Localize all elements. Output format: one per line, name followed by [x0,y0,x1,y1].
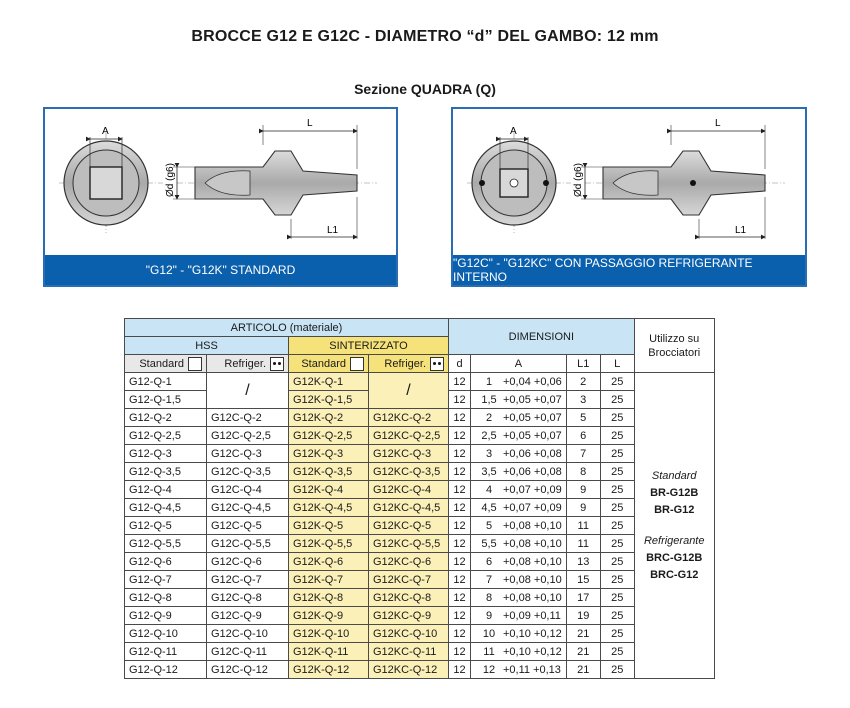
sint-header: SINTERIZZATO [289,337,449,355]
dim-a-tolerance: +0,04 +0,06 [503,375,562,388]
table-row [125,553,715,571]
hss-standard-code: G12-Q-5 [125,517,207,535]
dim-l1: 17 [566,589,600,607]
dim-a-value: 6 [485,555,493,568]
col-d-header: d [449,355,471,373]
hss-refriger-code: G12C-Q-10 [207,625,289,643]
table-row [125,535,715,553]
sint-standard-code: G12K-Q-9 [289,607,369,625]
dim-l1: 6 [566,427,600,445]
hss-refriger-code: G12C-Q-8 [207,589,289,607]
sint-refriger-code: G12KC-Q-9 [369,607,449,625]
dim-d: 12 [449,661,471,679]
articolo-header: ARTICOLO (materiale) [125,319,449,337]
sint-refriger-code: G12KC-Q-12 [369,661,449,679]
label-A-standard: A [102,126,109,137]
dim-a-value: 8 [485,591,493,604]
table-row [125,373,715,391]
dim-a-value: 3 [485,447,493,460]
utilizzo-spacer [639,519,710,533]
sint-refriger-code: G12KC-Q-3,5 [369,463,449,481]
dim-l: 25 [600,643,634,661]
utilizzo-refrigerante-label: Refrigerante [643,534,705,547]
dim-a [471,589,567,607]
label-L-standard: L [307,118,313,129]
sint-standard-code: G12K-Q-10 [289,625,369,643]
dim-a [471,607,567,625]
dim-a-value: 4,5 [481,501,497,514]
dim-a-tolerance: +0,08 +0,10 [503,591,562,604]
caption-refrigerante: "G12C" - "G12KC" CON PASSAGGIO REFRIGERANTE INTERNO [453,255,805,285]
dim-l1: 15 [566,571,600,589]
hss-refriger-code: G12C-Q-5,5 [207,535,289,553]
hss-refriger-code: G12C-Q-4,5 [207,499,289,517]
col-l1-header: L1 [566,355,600,373]
utilizzo-standard-1: BR-G12B [650,486,699,499]
dim-a-tolerance: +0,09 +0,11 [503,609,561,622]
dim-l1: 3 [566,391,600,409]
sint-standard-code: G12K-Q-2 [289,409,369,427]
dim-d: 12 [449,517,471,535]
utilizzo-refrigerante-2: BRC-G12 [650,568,699,581]
dim-l1: 7 [566,445,600,463]
dim-a-tolerance: +0,08 +0,10 [503,573,562,586]
dim-d: 12 [449,589,471,607]
sint-refriger-code: G12KC-Q-5 [369,517,449,535]
hss-standard-code: G12-Q-3,5 [125,463,207,481]
dim-a [471,391,567,409]
sint-standard-code: G12K-Q-11 [289,643,369,661]
section-subtitle: Sezione QUADRA (Q) [354,81,496,97]
spec-table [124,318,715,679]
label-d-standard: Ød (g6) [165,163,176,197]
dim-a [471,499,567,517]
hss-standard-code: G12-Q-2 [125,409,207,427]
hss-refriger-code: G12C-Q-2,5 [207,427,289,445]
sint-refriger-code: G12KC-Q-4 [369,481,449,499]
hss-standard-code: G12-Q-5,5 [125,535,207,553]
sint-refriger-header [369,355,449,373]
dim-a-value: 11 [483,645,495,658]
dim-a-value: 1,5 [481,393,497,406]
hss-refriger-code: G12C-Q-3 [207,445,289,463]
dim-l1: 5 [566,409,600,427]
dim-a-tolerance: +0,05 +0,07 [503,411,562,424]
hss-standard-header [125,355,207,373]
dim-a-tolerance: +0,06 +0,08 [503,465,562,478]
dim-l: 25 [600,571,634,589]
dim-a-tolerance: +0,11 +0,13 [503,663,561,676]
dim-d: 12 [449,427,471,445]
dim-l: 25 [600,409,634,427]
dim-l1: 8 [566,463,600,481]
dim-d: 12 [449,607,471,625]
dim-a [471,409,567,427]
sint-refriger-code: G12KC-Q-5,5 [369,535,449,553]
dim-a [471,427,567,445]
sint-refriger-code: G12KC-Q-7 [369,571,449,589]
dim-a-value: 4 [485,483,493,496]
sint-refriger-code: G12KC-Q-10 [369,625,449,643]
sint-standard-code: G12K-Q-5,5 [289,535,369,553]
dim-l1: 11 [566,517,600,535]
hss-refriger-na: / [207,373,289,409]
dim-l: 25 [600,427,634,445]
hss-refriger-label: Refriger. [224,357,266,370]
sint-standard-code: G12K-Q-2,5 [289,427,369,445]
table-row [125,445,715,463]
label-A-refrigerante: A [510,126,517,137]
dim-a-tolerance: +0,10 +0,12 [503,627,562,640]
sint-refriger-code: G12KC-Q-11 [369,643,449,661]
table-body [125,373,715,679]
page-title: BROCCE G12 E G12C - DIAMETRO “d” DEL GAMBO: 12 mm [191,28,659,45]
sint-standard-code: G12K-Q-1 [289,373,369,391]
utilizzo-standard-2: BR-G12 [654,503,695,516]
dim-a-value: 3,5 [481,465,497,478]
dim-l1: 2 [566,373,600,391]
dim-a [471,643,567,661]
sint-standard-code: G12K-Q-5 [289,517,369,535]
dim-a [471,535,567,553]
dim-l1: 19 [566,607,600,625]
utilizzo-cell [634,373,714,679]
dim-a-tolerance: +0,08 +0,10 [503,537,562,550]
sint-standard-label: Standard [301,357,346,370]
dim-l: 25 [600,517,634,535]
table-row [125,463,715,481]
dim-d: 12 [449,625,471,643]
dim-a-value: 1 [485,375,493,388]
dim-l: 25 [600,589,634,607]
sint-refriger-code: G12KC-Q-6 [369,553,449,571]
col-a-header: A [471,355,567,373]
dim-d: 12 [449,553,471,571]
dim-a-tolerance: +0,05 +0,07 [503,429,562,442]
hss-refriger-code: G12C-Q-12 [207,661,289,679]
solid-shank-icon [188,357,202,371]
dim-a [471,571,567,589]
hss-standard-code: G12-Q-9 [125,607,207,625]
dim-a [471,463,567,481]
table-row [125,499,715,517]
drawing-panel-standard [43,107,398,287]
hss-standard-code: G12-Q-1,5 [125,391,207,409]
sint-standard-code: G12K-Q-12 [289,661,369,679]
dim-l: 25 [600,499,634,517]
hss-standard-code: G12-Q-3 [125,445,207,463]
dim-d: 12 [449,535,471,553]
hss-standard-code: G12-Q-4 [125,481,207,499]
utilizzo-header-text: Utilizzo su Brocciatori [648,332,701,359]
dim-l: 25 [600,373,634,391]
dim-a-tolerance: +0,05 +0,07 [503,393,562,406]
dim-l: 25 [600,607,634,625]
dim-a-tolerance: +0,06 +0,08 [503,447,562,460]
dim-a [471,661,567,679]
dim-d: 12 [449,571,471,589]
table-row [125,607,715,625]
dim-l1: 11 [566,535,600,553]
dim-a-tolerance: +0,08 +0,10 [503,555,562,568]
sint-standard-code: G12K-Q-8 [289,589,369,607]
dim-a [471,481,567,499]
dim-d: 12 [449,643,471,661]
hss-standard-label: Standard [139,357,184,370]
dim-a [471,553,567,571]
sint-refriger-code: G12KC-Q-3 [369,445,449,463]
broach-drawing-standard [45,109,396,255]
dim-d: 12 [449,463,471,481]
dim-l1: 21 [566,643,600,661]
dim-l: 25 [600,463,634,481]
dim-a-tolerance: +0,07 +0,09 [503,483,562,496]
hss-refriger-code: G12C-Q-7 [207,571,289,589]
dim-a-value: 12 [482,663,496,676]
dim-l1: 9 [566,481,600,499]
dimensioni-header: DIMENSIONI [449,319,635,355]
dim-l1: 21 [566,661,600,679]
dim-a [471,625,567,643]
hss-refriger-code: G12C-Q-6 [207,553,289,571]
dim-l: 25 [600,625,634,643]
hss-standard-code: G12-Q-7 [125,571,207,589]
hss-standard-code: G12-Q-8 [125,589,207,607]
hss-standard-code: G12-Q-10 [125,625,207,643]
dim-l: 25 [600,391,634,409]
coolant-holes-icon [270,357,284,371]
drawing-panel-refrigerante [451,107,807,287]
label-L1-standard: L1 [327,225,339,236]
dim-a-value: 7 [485,573,493,586]
sint-standard-header [289,355,369,373]
hss-standard-code: G12-Q-12 [125,661,207,679]
dim-d: 12 [449,481,471,499]
dim-l: 25 [600,553,634,571]
sint-standard-code: G12K-Q-4,5 [289,499,369,517]
utilizzo-refrigerante-1: BRC-G12B [646,551,703,564]
table-row [125,481,715,499]
hss-standard-code: G12-Q-2,5 [125,427,207,445]
hss-standard-code: G12-Q-1 [125,373,207,391]
solid-shank-icon [350,357,364,371]
sint-standard-code: G12K-Q-1,5 [289,391,369,409]
dim-a-value: 9 [485,609,493,622]
table-row [125,643,715,661]
table-row [125,661,715,679]
dim-l: 25 [600,481,634,499]
broach-drawing-refrigerante [453,109,805,255]
label-L1-refrigerante: L1 [735,225,747,236]
dim-d: 12 [449,391,471,409]
hss-refriger-header [207,355,289,373]
dim-l: 25 [600,661,634,679]
dim-a-tolerance: +0,08 +0,10 [503,519,562,532]
utilizzo-header [634,319,714,373]
sint-refriger-na: / [369,373,449,409]
sint-standard-code: G12K-Q-7 [289,571,369,589]
caption-standard: "G12" - "G12K" STANDARD [45,255,396,285]
utilizzo-standard-label: Standard [651,469,697,482]
table-row [125,589,715,607]
hss-header: HSS [125,337,289,355]
dim-a-tolerance: +0,10 +0,12 [503,645,562,658]
hss-standard-code: G12-Q-6 [125,553,207,571]
sint-refriger-code: G12KC-Q-8 [369,589,449,607]
dim-a-tolerance: +0,07 +0,09 [503,501,562,514]
col-l-header: L [600,355,634,373]
dim-l1: 21 [566,625,600,643]
sint-standard-code: G12K-Q-3 [289,445,369,463]
dim-a-value: 5 [485,519,493,532]
dim-l: 25 [600,535,634,553]
sint-standard-code: G12K-Q-4 [289,481,369,499]
hss-refriger-code: G12C-Q-11 [207,643,289,661]
table-row [125,571,715,589]
hss-refriger-code: G12C-Q-5 [207,517,289,535]
sint-standard-code: G12K-Q-3,5 [289,463,369,481]
dim-a-value: 2,5 [481,429,497,442]
dim-a-value: 10 [482,627,496,640]
sint-refriger-code: G12KC-Q-2 [369,409,449,427]
table-row [125,625,715,643]
hss-standard-code: G12-Q-11 [125,643,207,661]
dim-d: 12 [449,499,471,517]
dim-d: 12 [449,373,471,391]
hss-refriger-code: G12C-Q-4 [207,481,289,499]
table-row [125,427,715,445]
dim-d: 12 [449,445,471,463]
sint-refriger-label: Refriger. [384,357,426,370]
sint-standard-code: G12K-Q-6 [289,553,369,571]
table-row [125,409,715,427]
coolant-holes-icon [430,357,444,371]
hss-refriger-code: G12C-Q-9 [207,607,289,625]
hss-refriger-code: G12C-Q-2 [207,409,289,427]
dim-l1: 9 [566,499,600,517]
table-row [125,517,715,535]
dim-l1: 13 [566,553,600,571]
dim-d: 12 [449,409,471,427]
dim-a-value: 5,5 [481,537,497,550]
sint-refriger-code: G12KC-Q-2,5 [369,427,449,445]
label-L-refrigerante: L [715,118,721,129]
hss-standard-code: G12-Q-4,5 [125,499,207,517]
sint-refriger-code: G12KC-Q-4,5 [369,499,449,517]
dim-l: 25 [600,445,634,463]
dim-a-value: 2 [485,411,493,424]
dim-a [471,517,567,535]
hss-refriger-code: G12C-Q-3,5 [207,463,289,481]
label-d-refrigerante: Ød (g6) [573,163,584,197]
dim-a [471,373,567,391]
dim-a [471,445,567,463]
